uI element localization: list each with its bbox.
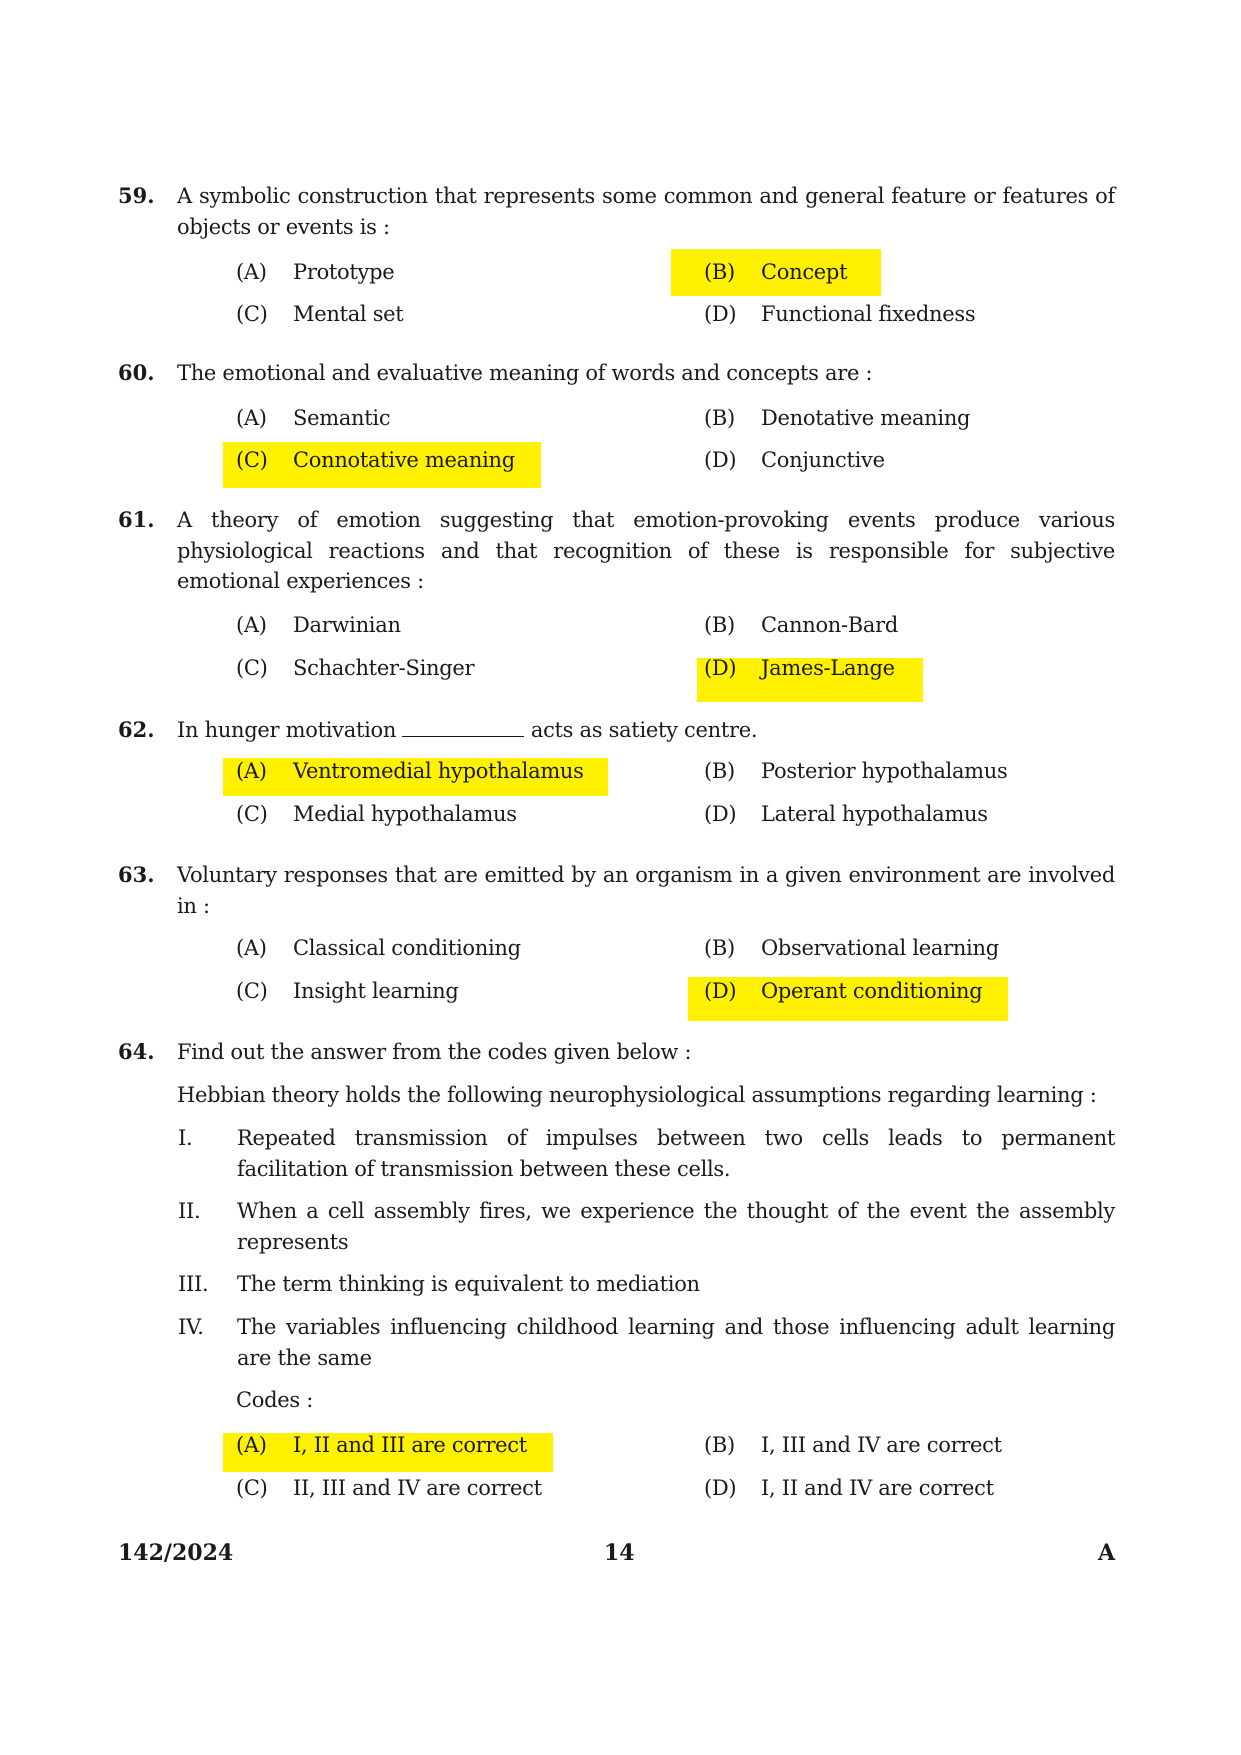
statement-3 <box>178 1269 1115 1300</box>
option-text: Functional fixedness <box>761 302 976 326</box>
option-text: Posterior hypothalamus <box>761 759 1008 783</box>
question-text: Find out the answer from the codes given below : <box>177 1040 692 1064</box>
paper-code: 142/2024 <box>118 1540 234 1566</box>
option-label: (B) <box>704 759 735 783</box>
question-number: 59. <box>118 183 155 208</box>
question-series: A <box>1098 1540 1116 1566</box>
option-label: (D) <box>704 802 737 826</box>
option-label: (D) <box>704 302 737 326</box>
statement-4 <box>178 1312 1115 1373</box>
option-text: Classical conditioning <box>293 936 521 960</box>
option-label: (B) <box>704 1433 735 1457</box>
statement-text: Repeated transmission of impulses between two cells leads to permanent facilitation of transmission between these cells. <box>237 1126 1115 1181</box>
option-text: Ventromedial hypothalamus <box>293 759 584 783</box>
question-text-before: In hunger motivation <box>177 718 397 742</box>
question-number: 64. <box>118 1039 155 1064</box>
question-text: Voluntary responses that are emitted by an organism in a given environment are involved in : <box>177 863 1115 918</box>
option-text: Medial hypothalamus <box>293 802 517 826</box>
option-label: (D) <box>704 656 737 680</box>
option-label: (C) <box>236 1476 268 1500</box>
question-text-after: acts as satiety centre. <box>530 718 758 742</box>
question-59 <box>118 181 1115 242</box>
statement-1 <box>178 1123 1115 1184</box>
option-text: I, III and IV are correct <box>761 1433 1002 1457</box>
option-label: (A) <box>236 1433 267 1457</box>
question-number: 63. <box>118 862 155 887</box>
option-text: Denotative meaning <box>761 406 971 430</box>
option-label: (C) <box>236 448 268 472</box>
statement-numeral: I. <box>178 1126 193 1150</box>
option-text: II, III and IV are correct <box>293 1476 542 1500</box>
question-text: A theory of emotion suggesting that emotion-provoking events produce various physiological reactions and that recognition of these is responsible for subjective emotional experiences : <box>177 508 1115 593</box>
option-text: Cannon-Bard <box>761 613 899 637</box>
question-62 <box>118 715 1115 746</box>
option-text: Semantic <box>293 406 391 430</box>
option-label: (C) <box>236 656 268 680</box>
option-label: (B) <box>704 260 735 284</box>
option-text: Connotative meaning <box>293 448 515 472</box>
page-number: 14 <box>604 1540 635 1566</box>
option-text: Mental set <box>293 302 404 326</box>
option-label: (A) <box>236 613 267 637</box>
option-text: Lateral hypothalamus <box>761 802 988 826</box>
option-text: Darwinian <box>293 613 401 637</box>
option-label: (B) <box>704 936 735 960</box>
codes-label: Codes : <box>236 1388 314 1412</box>
fill-in-blank <box>402 718 524 737</box>
option-text: Schachter-Singer <box>293 656 475 680</box>
question-text: The emotional and evaluative meaning of words and concepts are : <box>177 361 873 385</box>
statement-numeral: IV. <box>178 1315 204 1339</box>
option-label: (D) <box>704 448 737 472</box>
option-label: (D) <box>704 979 737 1003</box>
option-text: I, II and IV are correct <box>761 1476 994 1500</box>
question-text: A symbolic construction that represents some common and general feature or features of objects or events is : <box>177 184 1115 239</box>
option-label: (B) <box>704 406 735 430</box>
question-number: 61. <box>118 507 155 532</box>
question-intro: Hebbian theory holds the following neurophysiological assumptions regarding learning : <box>177 1083 1097 1107</box>
statement-text: When a cell assembly fires, we experience the thought of the event the assembly represents <box>237 1199 1115 1254</box>
option-text: I, II and III are correct <box>293 1433 527 1457</box>
option-label: (A) <box>236 936 267 960</box>
option-label: (C) <box>236 302 268 326</box>
option-text: Conjunctive <box>761 448 885 472</box>
option-label: (A) <box>236 406 267 430</box>
question-text <box>177 715 1115 746</box>
question-60 <box>118 358 1115 389</box>
option-label: (A) <box>236 260 267 284</box>
question-63 <box>118 860 1115 921</box>
statement-numeral: III. <box>178 1272 209 1296</box>
statement-text: The variables influencing childhood learning and those influencing adult learning are the same <box>237 1315 1115 1370</box>
statement-numeral: II. <box>178 1199 201 1223</box>
question-number: 60. <box>118 360 155 385</box>
option-label: (C) <box>236 802 268 826</box>
question-61 <box>118 505 1115 597</box>
option-text: Observational learning <box>761 936 999 960</box>
option-text: Insight learning <box>293 979 459 1003</box>
option-text: Operant conditioning <box>761 979 983 1003</box>
option-label: (D) <box>704 1476 737 1500</box>
option-text: Concept <box>761 260 848 284</box>
question-number: 62. <box>118 717 155 742</box>
option-label: (C) <box>236 979 268 1003</box>
question-64 <box>118 1037 1115 1068</box>
statement-text: The term thinking is equivalent to mediation <box>237 1272 700 1296</box>
option-label: (B) <box>704 613 735 637</box>
option-text: Prototype <box>293 260 395 284</box>
option-text: James-Lange <box>761 656 895 680</box>
option-label: (A) <box>236 759 267 783</box>
statement-2 <box>178 1196 1115 1257</box>
